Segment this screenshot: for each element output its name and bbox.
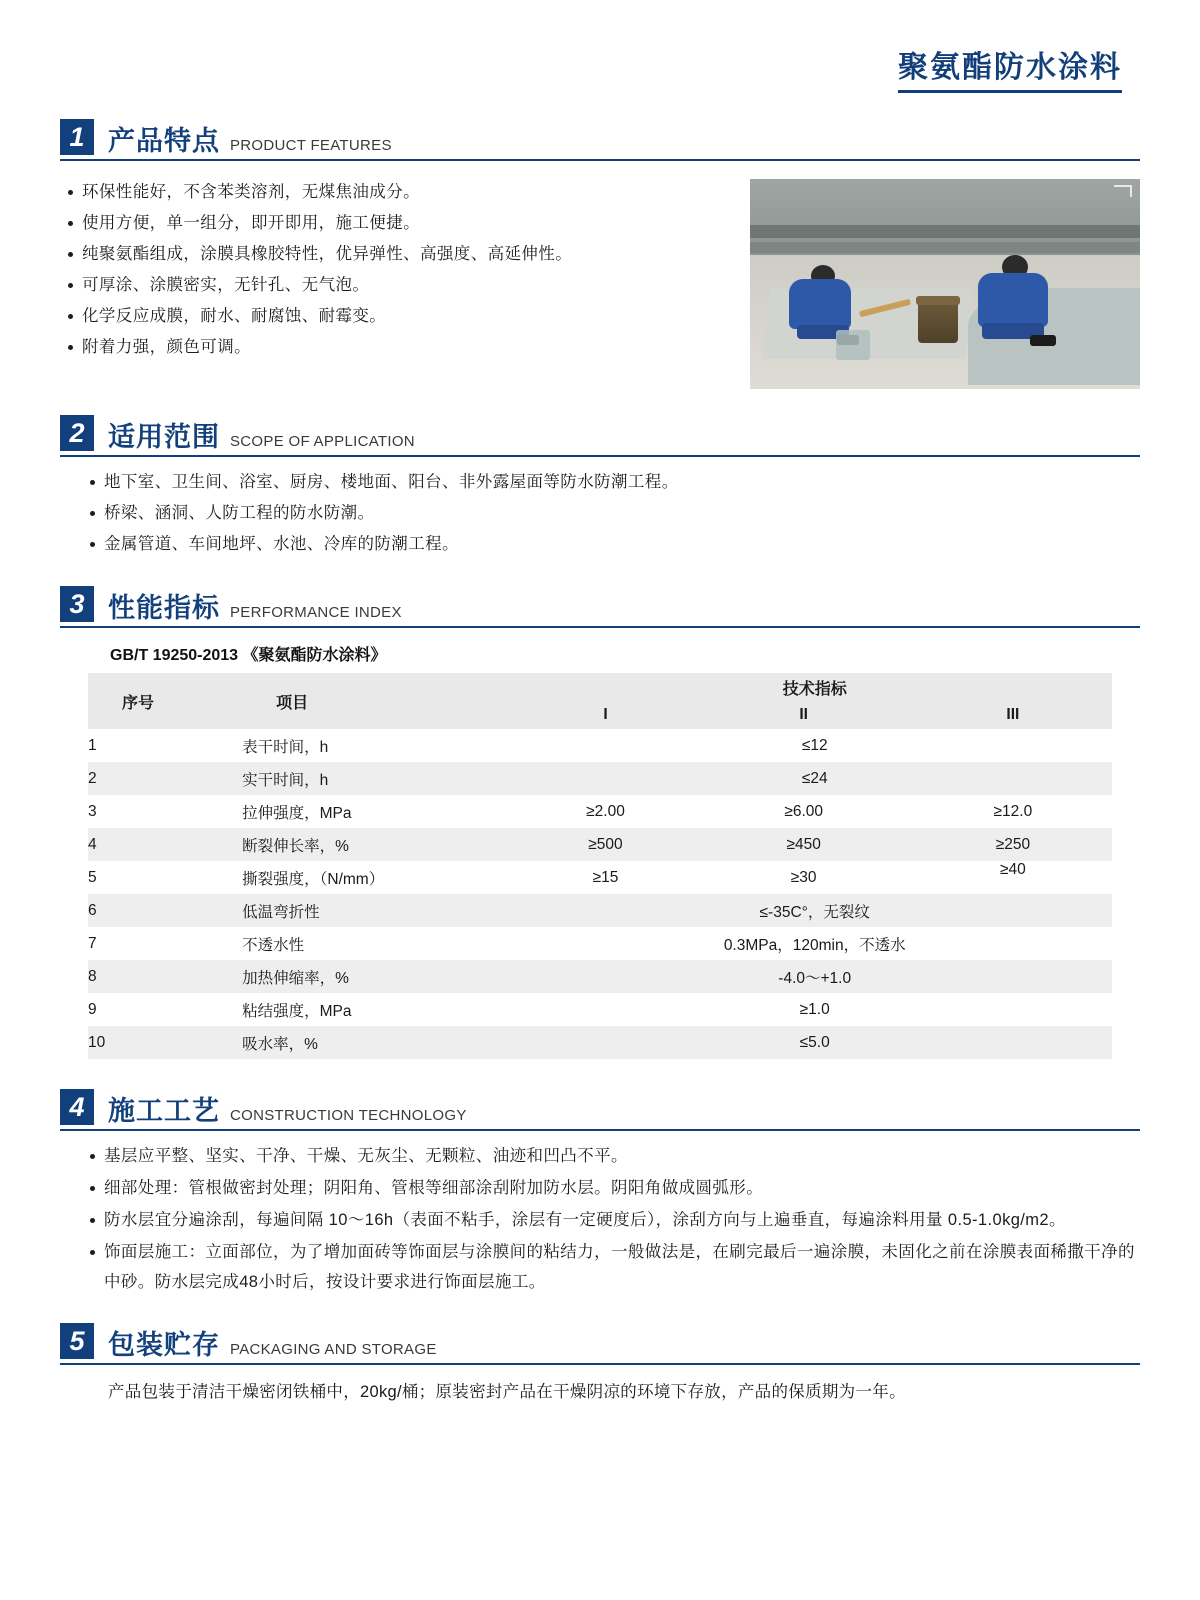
cell-value-all: ≤24 — [517, 762, 1112, 795]
table-row — [88, 729, 1112, 762]
list-item: 地下室、卫生间、浴室、厨房、楼地面、阳台、非外露屋面等防水防潮工程。 — [82, 467, 1140, 498]
section-title-cn: 适用范围 — [108, 422, 220, 452]
cell-item: 断裂伸长率，% — [242, 828, 517, 861]
list-item: 纯聚氨酯组成，涂膜具橡胶特性，优异弹性、高强度、高延伸性。 — [60, 239, 734, 270]
list-item: 金属管道、车间地坪、水池、冷库的防潮工程。 — [82, 529, 1140, 560]
table-row — [88, 795, 1112, 828]
table-row — [88, 894, 1112, 927]
section-header — [60, 1089, 1140, 1131]
worker-shoe — [1030, 335, 1056, 346]
cell-sn: 10 — [88, 1026, 242, 1059]
section-header — [60, 586, 1140, 628]
cell-value-iii: ≥250 — [914, 828, 1112, 861]
cell-item: 拉伸强度，MPa — [242, 795, 517, 828]
cell-sn: 8 — [88, 960, 242, 993]
cell-sn: 6 — [88, 894, 242, 927]
paint-bucket — [918, 301, 958, 343]
section-scope-of-application — [60, 415, 1140, 560]
column-header-grade-i: I — [517, 701, 693, 729]
table-row — [88, 762, 1112, 795]
construction-list — [60, 1141, 1140, 1297]
section-header — [60, 1323, 1140, 1365]
feature-list — [60, 177, 734, 363]
column-header-grade-ii: II — [694, 701, 914, 729]
cell-value-all: ≤5.0 — [517, 1026, 1112, 1059]
list-item: 化学反应成膜，耐水、耐腐蚀、耐霉变。 — [60, 301, 734, 332]
cell-value-all: -4.0～+1.0 — [517, 960, 1112, 993]
cell-item: 加热伸缩率，% — [242, 960, 517, 993]
section-title-cn: 性能指标 — [108, 593, 220, 623]
cell-item: 不透水性 — [242, 927, 517, 960]
photo-wall-band — [750, 225, 1140, 238]
section-title-en: PRODUCT FEATURES — [230, 137, 392, 154]
cell-sn: 5 — [88, 861, 242, 894]
table-row — [88, 828, 1112, 861]
section-title-en: CONSTRUCTION TECHNOLOGY — [230, 1107, 467, 1124]
cell-item: 粘结强度，MPa — [242, 993, 517, 1026]
list-item: 防水层宜分遍涂刮，每遍间隔 10～16h（表面不粘手，涂层有一定硬度后），涂刮方向与上遍垂直，每遍涂料用量 0.5-1.0kg/m2。 — [82, 1205, 1140, 1235]
cell-value-all: ≥1.0 — [517, 993, 1112, 1026]
table-row — [88, 1026, 1112, 1059]
column-header-tech: 技术指标 — [517, 673, 1112, 701]
table-row — [88, 960, 1112, 993]
cell-value-i: ≥2.00 — [517, 795, 693, 828]
table-row — [88, 927, 1112, 960]
scope-list — [60, 467, 1140, 560]
column-header-item: 项目 — [242, 673, 517, 729]
cell-sn: 4 — [88, 828, 242, 861]
page-title: 聚氨酯防水涂料 — [898, 42, 1122, 93]
cell-item: 低温弯折性 — [242, 894, 517, 927]
section-number: 1 — [60, 119, 94, 155]
section-number: 5 — [60, 1323, 94, 1359]
document-title-wrapper — [60, 0, 1140, 93]
cell-item: 表干时间，h — [242, 729, 517, 762]
worker-body — [978, 273, 1048, 327]
section-title-en: SCOPE OF APPLICATION — [230, 433, 415, 450]
cell-value-all: 0.3MPa，120min，不透水 — [517, 927, 1112, 960]
cell-sn: 2 — [88, 762, 242, 795]
section-packaging-and-storage — [60, 1323, 1140, 1407]
table-row — [88, 861, 1112, 894]
section-header — [60, 415, 1140, 457]
cell-value-ii: ≥6.00 — [694, 795, 914, 828]
worker-right — [968, 255, 1066, 351]
list-item: 基层应平整、坚实、干净、干燥、无灰尘、无颗粒、油迹和凹凸不平。 — [82, 1141, 1140, 1171]
section-construction-technology — [60, 1089, 1140, 1297]
photo-corner-mark — [1114, 185, 1132, 197]
worker-body — [789, 279, 851, 329]
standard-reference: GB/T 19250-2013 《聚氨酯防水涂料》 — [110, 647, 387, 664]
column-header-sn: 序号 — [88, 673, 242, 729]
cell-value-all: ≤12 — [517, 729, 1112, 762]
cell-item: 实干时间，h — [242, 762, 517, 795]
section-title-en: PACKAGING AND STORAGE — [230, 1341, 437, 1358]
section-title-en: PERFORMANCE INDEX — [230, 604, 402, 621]
section-title-cn: 产品特点 — [108, 126, 220, 156]
cell-value-ii: ≥30 — [694, 861, 914, 894]
cell-sn: 7 — [88, 927, 242, 960]
cell-value-iii: ≥12.0 — [914, 795, 1112, 828]
section-title-cn: 施工工艺 — [108, 1096, 220, 1126]
cell-value-iii: ≥40 — [914, 861, 1112, 894]
cell-item: 吸水率，% — [242, 1026, 517, 1059]
cell-sn: 3 — [88, 795, 242, 828]
cell-sn: 1 — [88, 729, 242, 762]
list-item: 饰面层施工：立面部位，为了增加面砖等饰面层与涂膜间的粘结力，一般做法是，在刷完最后一遍涂膜，未固化之前在涂膜表面稀撒干净的中砂。防水层完成48小时后，按设计要求进行饰面层施工。 — [82, 1237, 1140, 1297]
list-item: 环保性能好，不含苯类溶剂，无煤焦油成分。 — [60, 177, 734, 208]
section-performance-index — [60, 586, 1140, 1059]
product-application-photo — [750, 179, 1140, 389]
table-row — [88, 993, 1112, 1026]
list-item: 可厚涂、涂膜密实，无针孔、无气泡。 — [60, 270, 734, 301]
cell-sn: 9 — [88, 993, 242, 1026]
section-number: 4 — [60, 1089, 94, 1125]
performance-index-table — [88, 673, 1112, 1059]
list-item: 桥梁、涵洞、人防工程的防水防潮。 — [82, 498, 1140, 529]
column-header-grade-iii: III — [914, 701, 1112, 729]
section-product-features — [60, 119, 1140, 389]
cell-value-ii: ≥450 — [694, 828, 914, 861]
packaging-text: 产品包装于清洁干燥密闭铁桶中，20kg/桶；原装密封产品在干燥阴凉的环境下存放，产品的保质期为一年。 — [108, 1383, 906, 1401]
list-item: 细部处理：管根做密封处理；阴阳角、管根等细部涂刮附加防水层。阴阳角做成圆弧形。 — [82, 1173, 1140, 1203]
water-bucket — [836, 330, 870, 360]
section-header — [60, 119, 1140, 161]
cell-item: 撕裂强度，（N/mm） — [242, 861, 517, 894]
section-body — [60, 167, 1140, 389]
table-header-row — [88, 673, 1112, 701]
cell-value-i: ≥15 — [517, 861, 693, 894]
section-number: 3 — [60, 586, 94, 622]
photo-step — [750, 242, 1140, 253]
cell-value-all: ≤-35C°，无裂纹 — [517, 894, 1112, 927]
cell-value-i: ≥500 — [517, 828, 693, 861]
section-title-cn: 包装贮存 — [108, 1330, 220, 1360]
list-item: 附着力强，颜色可调。 — [60, 332, 734, 363]
list-item: 使用方便，单一组分，即开即用，施工便捷。 — [60, 208, 734, 239]
section-number: 2 — [60, 415, 94, 451]
